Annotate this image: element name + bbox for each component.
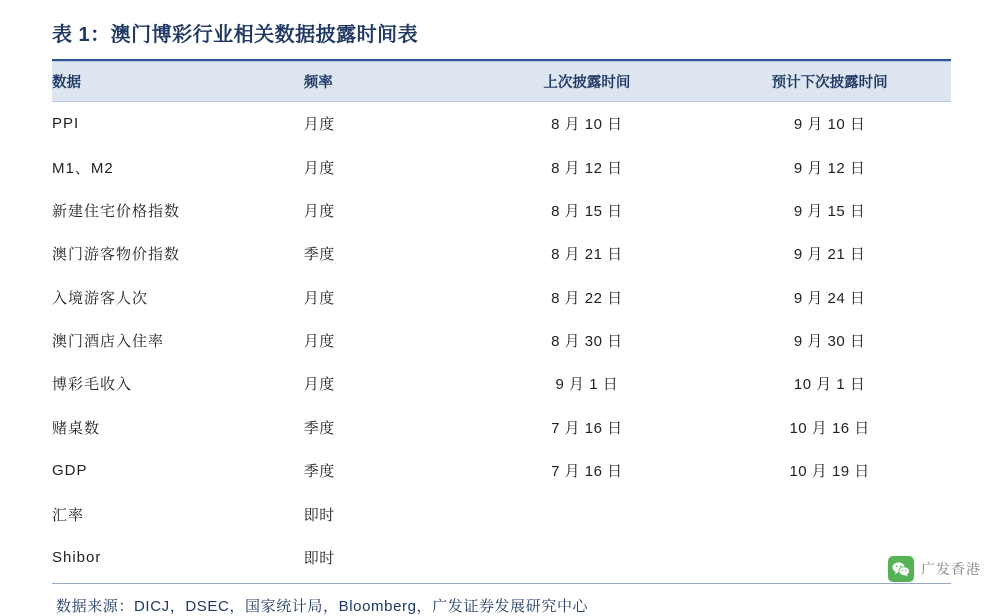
cell-next-disclosure: 9 月 10 日 xyxy=(793,116,866,134)
table-row xyxy=(52,449,951,492)
cell-frequency: 月度 xyxy=(303,289,335,307)
cell-frequency: 季度 xyxy=(303,419,335,437)
cell-frequency: 季度 xyxy=(303,246,335,264)
column-header-next-disclosure: 预计下次披露时间 xyxy=(708,62,951,102)
disclosure-schedule-table xyxy=(52,61,951,579)
cell-last-disclosure xyxy=(466,492,709,535)
table-body xyxy=(52,102,951,580)
table-row xyxy=(52,232,951,275)
cell-next-disclosure xyxy=(708,492,951,535)
cell-next-disclosure: 10 月 1 日 xyxy=(793,376,866,394)
cell-next-disclosure: 9 月 30 日 xyxy=(793,333,866,351)
table-row xyxy=(52,319,951,362)
cell-last-disclosure: 8 月 15 日 xyxy=(551,202,623,220)
cell-data: 澳门游客物价指数 xyxy=(52,246,181,264)
cell-data: GDP xyxy=(52,462,88,480)
table-row xyxy=(52,189,951,232)
cell-next-disclosure: 9 月 21 日 xyxy=(793,246,866,264)
table-row xyxy=(52,492,951,535)
cell-frequency: 即时 xyxy=(303,506,335,524)
cell-frequency: 即时 xyxy=(303,549,335,567)
watermark-label: 广发香港 xyxy=(921,561,981,577)
column-header-data: 数据 xyxy=(52,62,304,102)
cell-next-disclosure: 9 月 15 日 xyxy=(793,202,866,220)
cell-frequency: 季度 xyxy=(303,463,335,481)
cell-last-disclosure: 8 月 21 日 xyxy=(551,246,623,264)
cell-frequency: 月度 xyxy=(303,376,335,394)
cell-next-disclosure: 10 月 19 日 xyxy=(789,463,870,481)
cell-data: 入境游客人次 xyxy=(52,289,149,307)
cell-data: 汇率 xyxy=(52,506,85,524)
cell-data: Shibor xyxy=(52,548,102,566)
source-note: 数据来源：DICJ，DSEC，国家统计局，Bloomberg，广发证券发展研究中心 xyxy=(56,598,589,616)
cell-frequency: 月度 xyxy=(303,333,335,351)
cell-next-disclosure: 9 月 12 日 xyxy=(793,159,866,177)
cell-data: 澳门酒店入住率 xyxy=(52,333,165,351)
cell-last-disclosure: 9 月 1 日 xyxy=(555,376,619,394)
table-row xyxy=(52,362,951,405)
cell-last-disclosure: 8 月 30 日 xyxy=(551,333,623,351)
cell-next-disclosure: 10 月 16 日 xyxy=(789,419,870,437)
table-row xyxy=(52,145,951,188)
table-header xyxy=(52,62,951,102)
cell-last-disclosure: 8 月 12 日 xyxy=(551,159,623,177)
cell-last-disclosure: 7 月 16 日 xyxy=(551,463,623,481)
table-row xyxy=(52,406,951,449)
cell-frequency: 月度 xyxy=(303,159,335,177)
wechat-icon xyxy=(888,556,914,582)
cell-last-disclosure: 8 月 10 日 xyxy=(551,116,623,134)
column-header-last-disclosure: 上次披露时间 xyxy=(466,62,709,102)
cell-last-disclosure: 8 月 22 日 xyxy=(551,289,623,307)
cell-frequency: 月度 xyxy=(303,202,335,220)
table-header-row xyxy=(52,62,951,102)
table-row xyxy=(52,102,951,146)
cell-data: PPI xyxy=(52,115,80,133)
cell-data: 赌桌数 xyxy=(52,419,101,437)
table-row xyxy=(52,536,951,579)
watermark xyxy=(888,556,981,582)
cell-last-disclosure xyxy=(466,536,709,579)
column-header-frequency: 频率 xyxy=(304,62,466,102)
cell-next-disclosure: 9 月 24 日 xyxy=(793,289,866,307)
cell-last-disclosure: 7 月 16 日 xyxy=(551,419,623,437)
cell-data: 博彩毛收入 xyxy=(52,376,133,394)
cell-data: M1、M2 xyxy=(52,159,114,177)
page-title: 表 1：澳门博彩行业相关数据披露时间表 xyxy=(52,24,419,46)
cell-data: 新建住宅价格指数 xyxy=(52,202,181,220)
table-row xyxy=(52,276,951,319)
cell-frequency: 月度 xyxy=(303,116,335,134)
